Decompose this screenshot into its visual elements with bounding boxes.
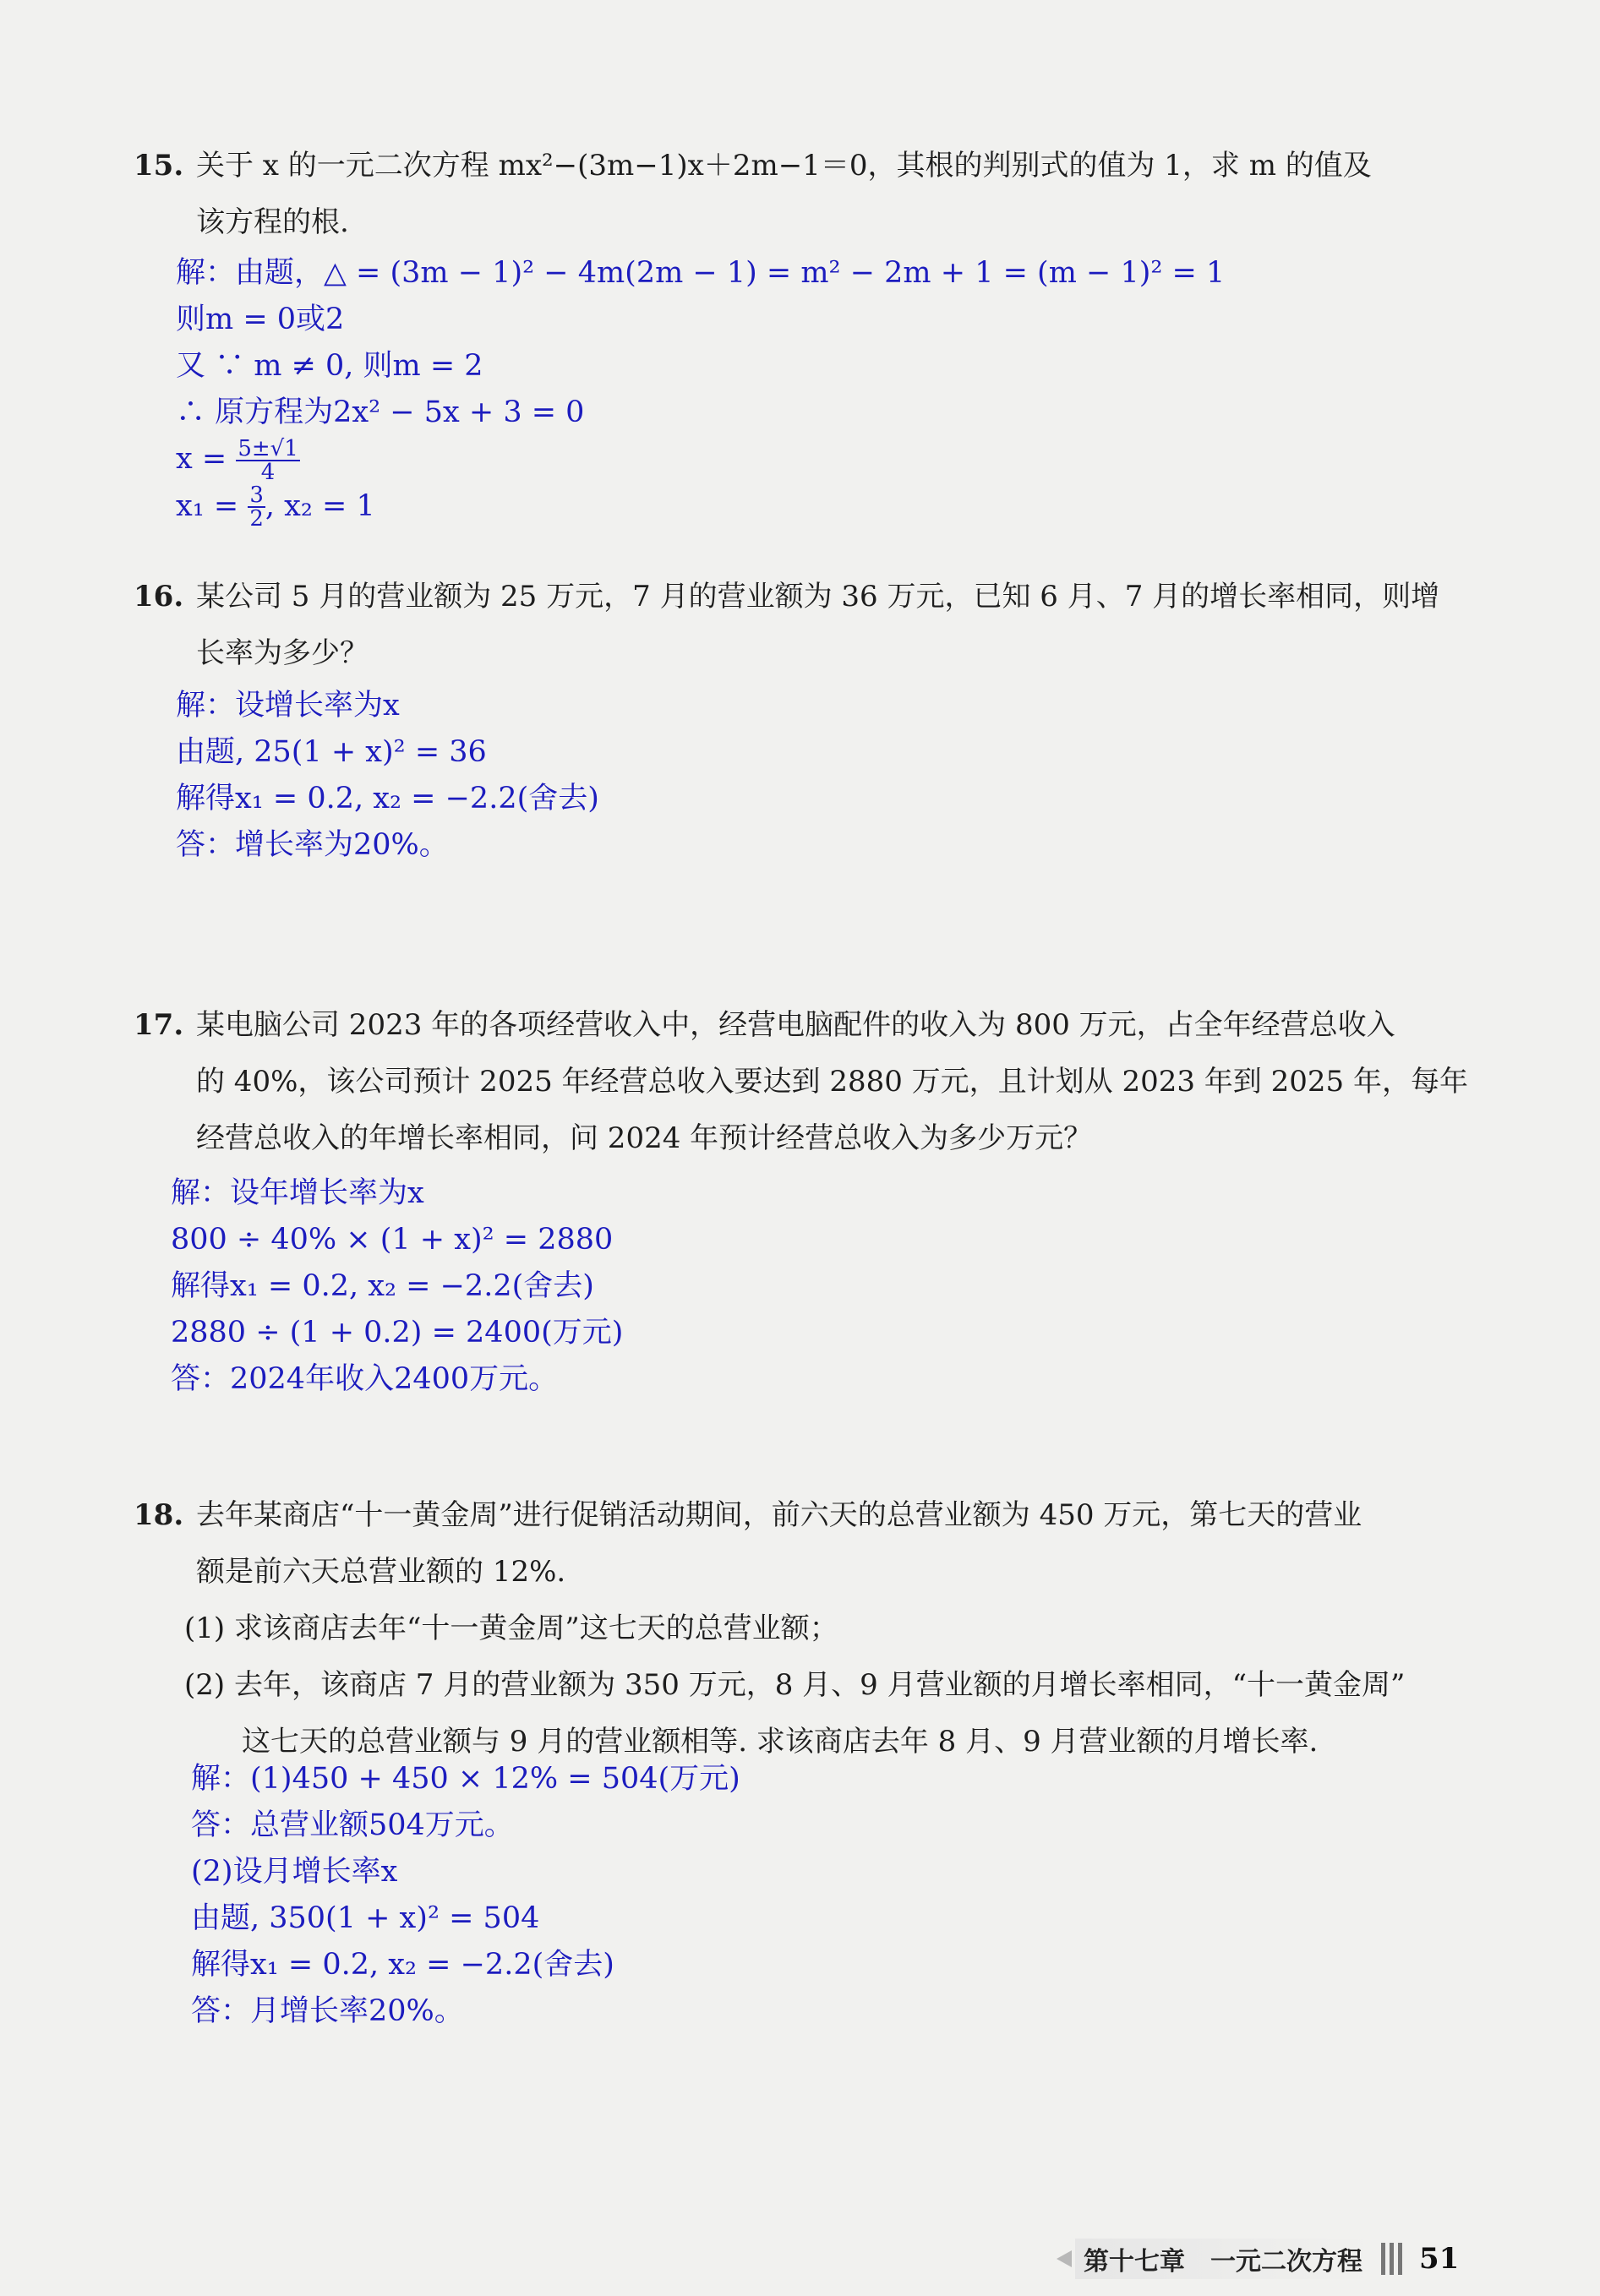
answer-18: [191, 1756, 740, 2035]
question-17: [135, 997, 1521, 1167]
answer-line: 800 ÷ 40% × (1 + x)² = 2880: [171, 1223, 614, 1257]
answer-line: 由题, 25(1 + x)² = 36: [176, 735, 487, 769]
answer-line: 解得x₁ = 0.2, x₂ = −2.2(舍去): [176, 782, 599, 815]
question-number: 15.: [134, 149, 184, 183]
fraction: [236, 435, 299, 485]
sub-question-2-text: (2) 去年，该商店 7 月的营业额为 350 万元，8 月、9 月营业额的月增长率相同，“十一黄金周”: [184, 1668, 1406, 1702]
answer-line: 解：设年增长率为x: [171, 1176, 424, 1210]
answer-line: 答：月增长率20%。: [191, 1994, 464, 2028]
sub-question-1: (1) 求该商店去年“十一黄金周”这七天的总营业额；: [184, 1612, 838, 1645]
answer-line-roots: [176, 483, 1225, 531]
question-text: 某电脑公司 2023 年的各项经营收入中，经营电脑配件的收入为 800 万元，占全年经营总收入: [196, 1008, 1395, 1042]
answer-line-fraction: [176, 436, 1225, 483]
page-number: 51: [1419, 2242, 1460, 2276]
question-number: 18.: [134, 1498, 184, 1532]
sub-question-2: [135, 1657, 1521, 1770]
answer-16: [176, 683, 599, 869]
answer-line: 解得x₁ = 0.2, x₂ = −2.2(舍去): [191, 1948, 614, 1982]
answer-line: 解得x₁ = 0.2, x₂ = −2.2(舍去): [171, 1269, 594, 1303]
answer-line: 答：总营业额504万元。: [191, 1808, 514, 1842]
question-16: [135, 569, 1521, 682]
answer-line: 解：(1)450 + 450 × 12% = 504(万元): [191, 1762, 740, 1796]
question-text: 去年某商店“十一黄金周”进行促销活动期间，前六天的总营业额为 450 万元，第七天的营业: [196, 1498, 1362, 1532]
question-15: [135, 138, 1521, 251]
denominator: 2: [249, 506, 264, 532]
numerator: 3: [249, 483, 264, 508]
answer-line: 又 ∵ m ≠ 0, 则m = 2: [176, 349, 483, 383]
answer-line: (2)设月增长率x: [191, 1855, 398, 1889]
question-text-continued: 经营总收入的年增长率相同，问 2024 年预计经营总收入为多少万元？: [196, 1121, 1093, 1155]
answer-line: 解：设增长率为x: [176, 689, 400, 723]
fraction: [248, 484, 265, 530]
answer-line: 解：由题，△ = (3m − 1)² − 4m(2m − 1) = m² − 2m + 1 = (m − 1)² = 1: [176, 256, 1226, 290]
question-text-continued: 长率为多少？: [196, 636, 369, 670]
answer-line: ∴ 原方程为2x² − 5x + 3 = 0: [176, 395, 585, 429]
page-footer: [1057, 2238, 1530, 2280]
question-number: 17.: [134, 1008, 184, 1042]
arrow-left-icon: [1057, 2250, 1072, 2267]
question-text-continued: 该方程的根.: [196, 205, 349, 239]
question-number: 16.: [134, 580, 184, 614]
answer-line: 答：2024年收入2400万元。: [171, 1362, 559, 1396]
roots-suffix: , x₂ = 1: [265, 488, 375, 523]
denominator: 4: [260, 459, 276, 485]
question-text-continued: 的 40%，该公司预计 2025 年经营总收入要达到 2880 万元，且计划从 2023 年到 2025 年，每年: [196, 1065, 1468, 1099]
x-prefix: x =: [176, 442, 237, 476]
answer-17: [171, 1170, 623, 1403]
question-18: [135, 1487, 1521, 1770]
sub-question-2-continued: 这七天的总营业额与 9 月的营业额相等. 求该商店去年 8 月、9 月营业额的月增长率.: [242, 1725, 1319, 1759]
answer-15: [176, 250, 1225, 530]
answer-line: 则m = 0或2: [176, 303, 345, 336]
answer-line: 答：增长率为20%。: [176, 828, 449, 862]
bars-decoration-icon: [1381, 2243, 1402, 2275]
answer-line: 由题, 350(1 + x)² = 504: [191, 1901, 540, 1935]
answer-line: 2880 ÷ (1 + 0.2) = 2400(万元): [171, 1316, 624, 1350]
question-text-continued: 额是前六天总营业额的 12%.: [196, 1555, 566, 1589]
question-text: 关于 x 的一元二次方程 mx²−(3m−1)x＋2m−1＝0，其根的判别式的值为 1，求 m 的值及: [196, 149, 1372, 183]
chapter-title: 第十七章 一元二次方程: [1075, 2239, 1371, 2279]
numerator: 5±√1: [238, 435, 298, 461]
roots-prefix: x₁ =: [176, 488, 248, 523]
question-text: 某公司 5 月的营业额为 25 万元，7 月的营业额为 36 万元，已知 6 月、7 月的增长率相同，则增: [196, 580, 1440, 614]
